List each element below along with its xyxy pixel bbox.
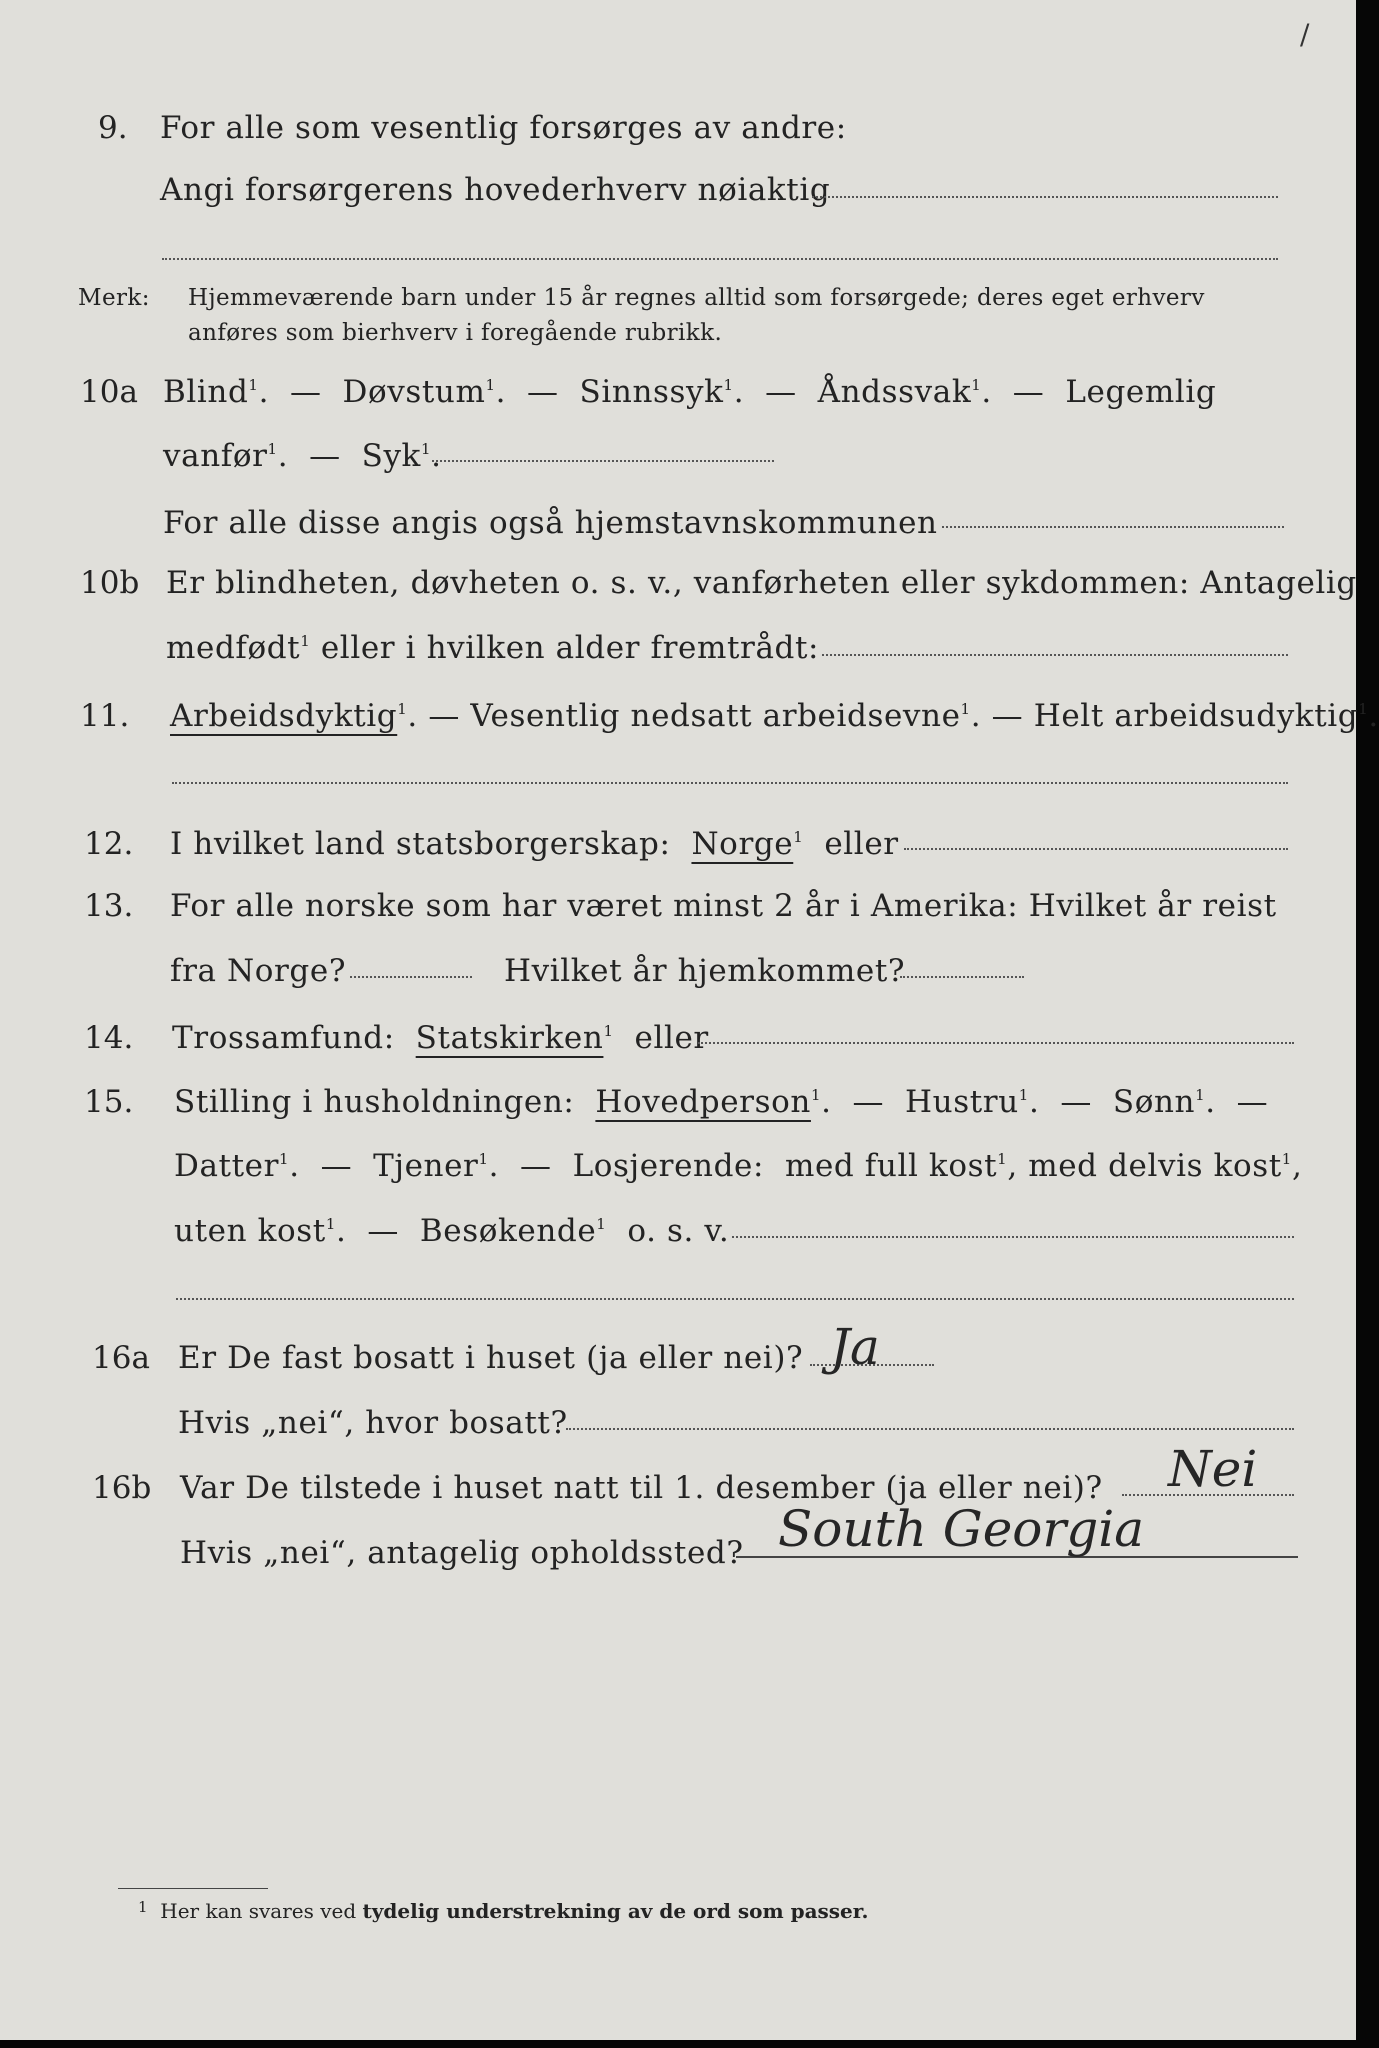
q12-number: 12.: [84, 826, 134, 862]
q9-line1: For alle som vesentlig forsørges av andre:: [160, 110, 847, 146]
footnote: $^1$ Her kan svares ved tydelig understrekning av de ord som passer.: [138, 1898, 869, 1923]
opt-vesentlig-nedsatt[interactable]: Vesentlig nedsatt arbeidsevne: [470, 698, 961, 734]
q9-answer-line[interactable]: [812, 196, 1278, 198]
q15-answer-line[interactable]: [732, 1236, 1294, 1238]
q16a-line2: Hvis „nei“, hvor bosatt?: [178, 1405, 568, 1441]
q16a-handwritten-answer: Ja: [830, 1318, 880, 1376]
opt-tjener[interactable]: Tjener: [373, 1148, 479, 1184]
opt-legemlig[interactable]: Legemlig: [1065, 374, 1217, 410]
q12-line: I hvilket land statsborgerskap: Norge$^1$ eller: [170, 826, 899, 862]
q16a-number: 16a: [92, 1340, 150, 1376]
q11-line: Arbeidsdyktig$^1$. — Vesentlig nedsatt arbeidsevne$^1$. — Helt arbeidsudyktig$^1$.: [170, 698, 1379, 734]
q13-fra: fra Norge?: [170, 953, 347, 989]
merk-label: Merk:: [78, 285, 150, 311]
q14-number: 14.: [84, 1020, 134, 1056]
q16b-handwritten-place: South Georgia: [778, 1500, 1145, 1558]
opt-vanfor[interactable]: vanfør: [163, 438, 268, 474]
q14-line: Trossamfund: Statskirken$^1$ eller: [172, 1020, 709, 1056]
opt-arbeidsdyktig[interactable]: Arbeidsdyktig: [170, 698, 398, 734]
opt-besokende[interactable]: Besøkende: [419, 1213, 597, 1249]
q9-answer-line-2[interactable]: [162, 258, 1278, 260]
q13-hjemkommet-line[interactable]: [900, 976, 1024, 978]
q10a-number: 10a: [80, 374, 138, 410]
q9-number: 9.: [98, 110, 128, 146]
q10a-line3: For alle disse angis også hjemstavnskommunen: [163, 505, 938, 541]
q16b-line1: Var De tilstede i huset natt til 1. desember (ja eller nei)?: [180, 1470, 1103, 1506]
opt-sonn[interactable]: Sønn: [1112, 1084, 1196, 1120]
q10b-answer-line[interactable]: [822, 654, 1288, 656]
opt-hovedperson[interactable]: Hovedperson: [595, 1084, 811, 1120]
opt-dovstum[interactable]: Døvstum: [342, 374, 486, 410]
q16a-bosatt-line[interactable]: [566, 1428, 1294, 1430]
opt-full-kost[interactable]: med full kost: [784, 1148, 998, 1184]
opt-syk[interactable]: Syk: [361, 438, 421, 474]
q16b-handwritten-answer: Nei: [1168, 1440, 1258, 1498]
merk-line2: anføres som bierhverv i foregående rubrikk.: [188, 320, 723, 346]
q15-number: 15.: [84, 1084, 134, 1120]
q12-answer-line[interactable]: [904, 848, 1288, 850]
opt-sinnssyk[interactable]: Sinnssyk: [579, 374, 724, 410]
q15-line2: Datter$^1$. — Tjener$^1$. — Losjerende: med full kost$^1$, med delvis kost$^1$,: [174, 1148, 1303, 1184]
opt-hustru[interactable]: Hustru: [905, 1084, 1019, 1120]
q10a-answer-line[interactable]: [432, 460, 774, 462]
opt-andssvak[interactable]: Åndssvak: [817, 374, 972, 410]
q15-answer-line-2[interactable]: [176, 1298, 1294, 1300]
q10a-line2: vanfør$^1$. — Syk$^1$.: [163, 438, 442, 474]
q13-number: 13.: [84, 888, 134, 924]
opt-datter[interactable]: Datter: [174, 1148, 280, 1184]
opt-helt-udyktig[interactable]: Helt arbeidsudyktig: [1033, 698, 1359, 734]
q10b-line2: medfødt$^1$ eller i hvilken alder fremtrådt:: [166, 630, 820, 666]
q10a-kommune-line[interactable]: [942, 526, 1284, 528]
q16b-number: 16b: [92, 1470, 152, 1506]
opt-uten-kost[interactable]: uten kost: [174, 1213, 326, 1249]
q16a-line1: Er De fast bosatt i huset (ja eller nei)?: [178, 1340, 804, 1376]
q16b-line2: Hvis „nei“, antagelig opholdssted?: [180, 1535, 744, 1571]
q13-reist-line[interactable]: [350, 976, 472, 978]
q11-number: 11.: [80, 698, 130, 734]
q13-line1: For alle norske som har været minst 2 år i Amerika: Hvilket år reist: [170, 888, 1277, 924]
opt-statskirken[interactable]: Statskirken: [415, 1020, 604, 1056]
opt-norge[interactable]: Norge: [691, 826, 794, 862]
q10b-line1: Er blindheten, døvheten o. s. v., vanførheten eller sykdommen: Antagelig: [166, 565, 1357, 601]
footnote-ref: 1: [248, 376, 259, 394]
opt-delvis-kost[interactable]: med delvis kost: [1028, 1148, 1282, 1184]
q13-hjem: Hvilket år hjemkommet?: [504, 953, 906, 989]
q10b-number: 10b: [80, 565, 140, 601]
q11-answer-line[interactable]: [172, 782, 1288, 784]
q10a-line1: Blind$^1$. — Døvstum$^1$. — Sinnssyk$^1$. — Åndssvak$^1$. — Legemlig: [163, 374, 1217, 410]
corner-mark: /: [1300, 18, 1310, 51]
q9-line2: Angi forsørgerens hovederhverv nøiaktig: [160, 172, 831, 208]
opt-medfodt[interactable]: medfødt: [166, 630, 301, 666]
merk-line1: Hjemmeværende barn under 15 år regnes alltid som forsørgede; deres eget erhverv: [188, 285, 1205, 311]
footnote-number: 1: [138, 1898, 148, 1916]
opt-blind[interactable]: Blind: [163, 374, 249, 410]
q14-answer-line[interactable]: [698, 1042, 1294, 1044]
q15-line1: Stilling i husholdningen: Hovedperson$^1$. — Hustru$^1$. — Sønn$^1$. —: [174, 1084, 1269, 1120]
footnote-rule: [118, 1888, 268, 1889]
q15-line3: uten kost$^1$. — Besøkende$^1$ o. s. v.: [174, 1213, 730, 1249]
